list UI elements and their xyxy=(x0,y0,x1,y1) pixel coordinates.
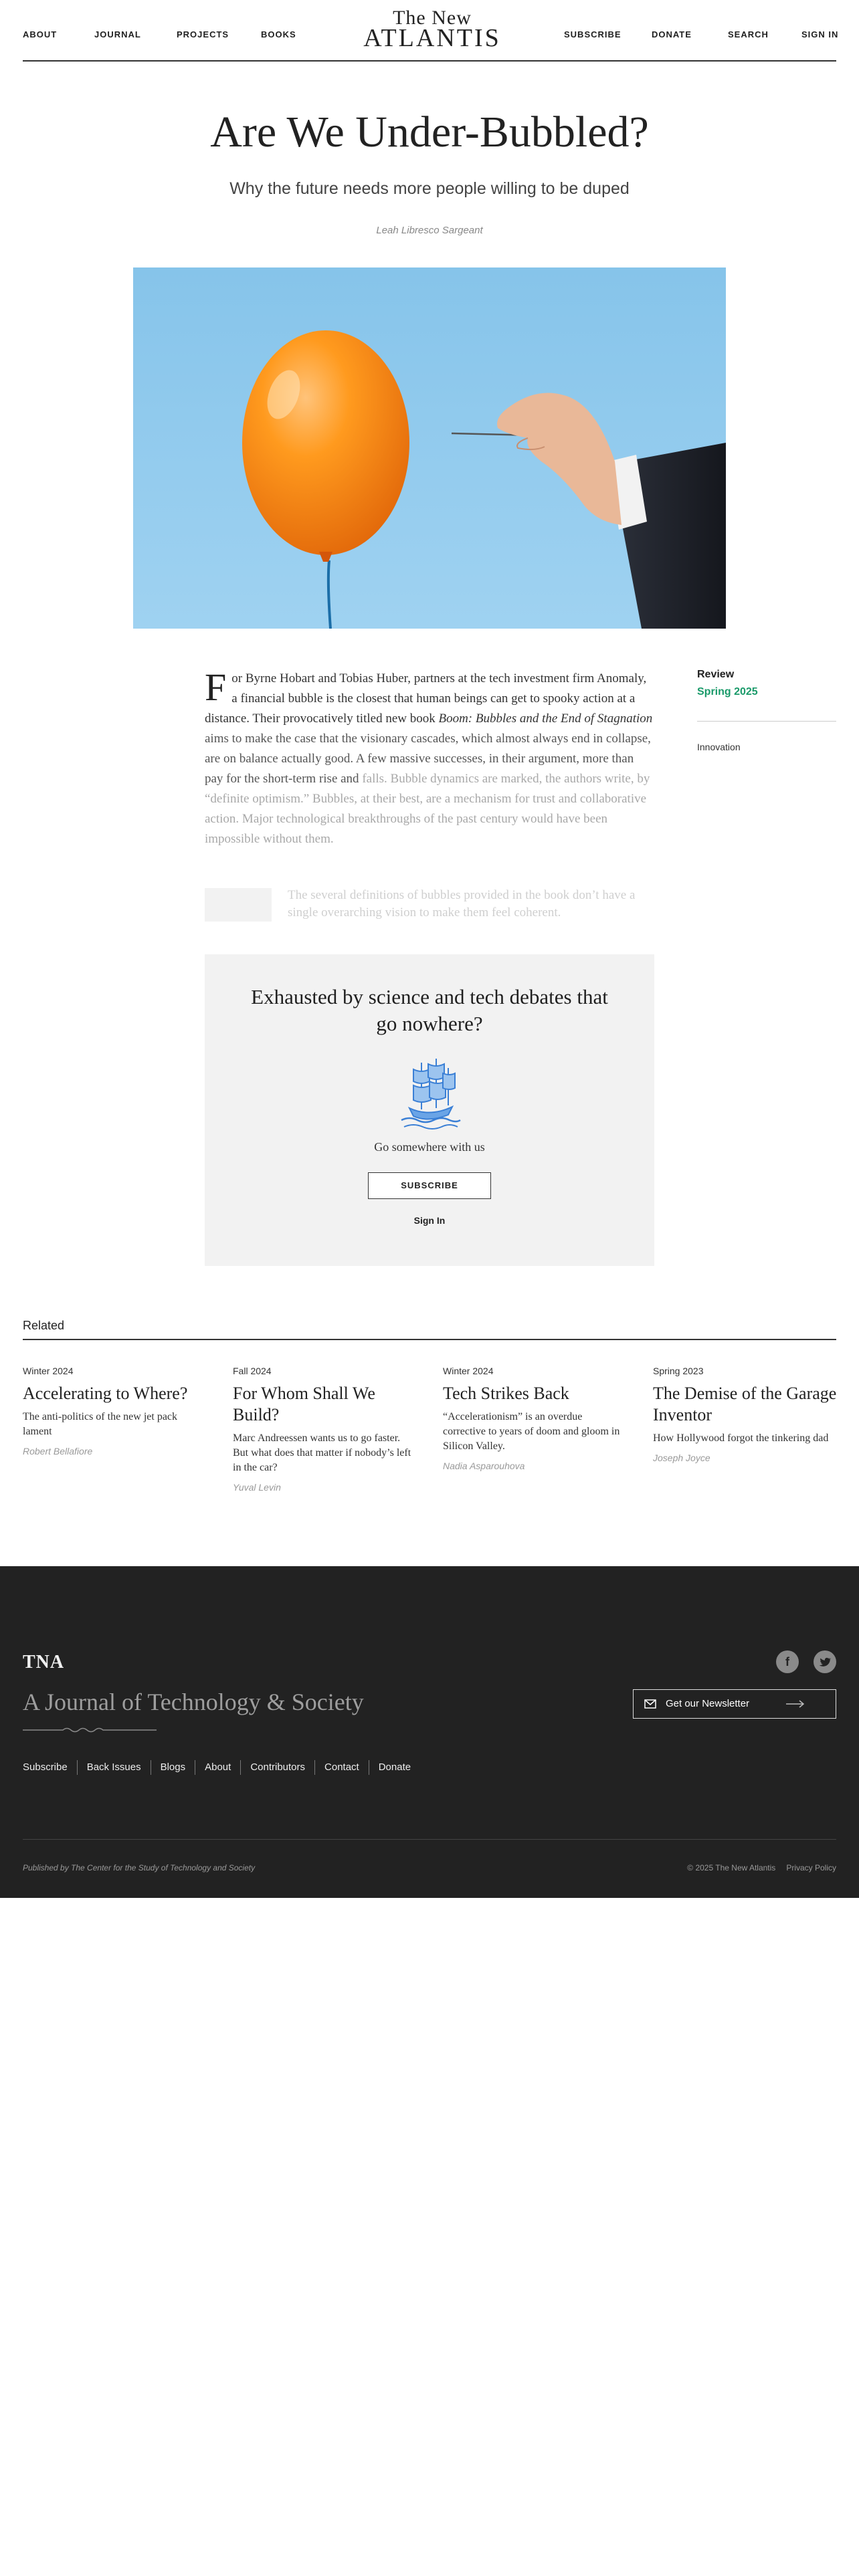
card-title[interactable]: The Demise of the Garage Inventor xyxy=(653,1384,837,1424)
paragraph-2-text: The several definitions of bubbles provided in the book don’t have a single overarching vision to make them feel coherent. xyxy=(288,888,636,920)
article-type-label: Review xyxy=(697,669,735,680)
nav-donate[interactable]: DONATE xyxy=(652,29,692,39)
card-date: Spring 2023 xyxy=(653,1366,704,1376)
inline-thumbnail xyxy=(205,888,272,922)
nav-search[interactable]: SEARCH xyxy=(728,29,769,39)
nav-sign-in[interactable]: SIGN IN xyxy=(801,29,839,39)
article-subtitle: Why the future needs more people willing to be duped xyxy=(229,179,630,198)
card-title[interactable]: For Whom Shall We Build? xyxy=(233,1384,375,1424)
nav-subscribe[interactable]: SUBSCRIBE xyxy=(564,29,622,39)
newsletter-button[interactable] xyxy=(633,1689,836,1719)
publisher-credit: Published by The Center for the Study of Technology and Society xyxy=(23,1863,256,1872)
footer-link-contributors[interactable]: Contributors xyxy=(240,1760,314,1775)
facebook-icon[interactable]: f xyxy=(776,1650,799,1673)
card-date: Winter 2024 xyxy=(23,1366,74,1376)
decorative-squiggle xyxy=(23,1725,157,1735)
related-card[interactable] xyxy=(653,1366,837,1463)
footer-logo[interactable]: TNA xyxy=(23,1652,65,1673)
card-date: Fall 2024 xyxy=(233,1366,272,1376)
logo-bottom: ATLANTIS xyxy=(363,24,501,52)
paywall-subheading: Go somewhere with us xyxy=(374,1140,485,1154)
footer-link-contact[interactable]: Contact xyxy=(314,1760,369,1775)
nav-books[interactable]: BOOKS xyxy=(261,29,296,39)
card-author[interactable]: Yuval Levin xyxy=(233,1482,281,1493)
twitter-bird-glyph xyxy=(819,1656,831,1668)
card-author[interactable]: Robert Bellafiore xyxy=(23,1446,93,1457)
paragraph-text-continued xyxy=(205,732,651,846)
nav-journal[interactable]: JOURNAL xyxy=(94,29,141,39)
paragraph-text-faded: falls. Bubble dynamics are marked, the authors write, by “definite optimism.” Bubbles, at their best, are a mechanism for trust and collaborative action. Major technological breakthroughs of the past century would have been impossible without them. xyxy=(205,772,650,846)
article-body xyxy=(205,665,654,849)
related-card[interactable] xyxy=(443,1366,627,1471)
privacy-policy-link[interactable]: Privacy Policy xyxy=(786,1863,836,1872)
article-paragraph-2-faded xyxy=(205,887,654,927)
newsletter-label: Get our Newsletter xyxy=(666,1698,750,1709)
book-title: Boom: Bubbles and the End of Stagnation xyxy=(438,712,653,726)
subscribe-button[interactable]: SUBSCRIBE xyxy=(368,1172,491,1199)
site-footer xyxy=(0,1566,859,1898)
nav-projects[interactable]: PROJECTS xyxy=(177,29,229,39)
footer-links xyxy=(23,1760,420,1775)
article-author[interactable]: Leah Libresco Sargeant xyxy=(376,225,483,236)
footer-link-about[interactable]: About xyxy=(195,1760,240,1775)
drop-cap: F xyxy=(205,665,227,709)
footer-link-subscribe[interactable]: Subscribe xyxy=(23,1761,68,1773)
balloon-pin-illustration xyxy=(133,267,726,629)
copyright: © 2025 The New Atlantis xyxy=(687,1863,776,1872)
related-heading: Related xyxy=(23,1319,65,1332)
card-author[interactable]: Nadia Asparouhova xyxy=(443,1461,525,1471)
paragraph-text: or Byrne Hobart and Tobias Huber, partners at the tech investment firm Anomaly, a financial bubble is the closest that human beings can get to spooky action at a distance. Their provocatively titled new book xyxy=(205,671,647,726)
footer-legal xyxy=(687,1863,836,1872)
card-author[interactable]: Joseph Joyce xyxy=(653,1453,710,1463)
footer-link-donate[interactable]: Donate xyxy=(369,1760,420,1775)
card-title[interactable]: Accelerating to Where? xyxy=(23,1384,188,1403)
paywall-heading: Exhausted by science and tech debates that go nowhere? xyxy=(251,985,608,1035)
sign-in-link[interactable]: Sign In xyxy=(413,1215,446,1226)
sidebar-divider xyxy=(697,721,836,722)
topic-tag[interactable]: Innovation xyxy=(697,742,741,752)
card-title[interactable]: Tech Strikes Back xyxy=(443,1384,569,1403)
subscribe-prompt xyxy=(205,954,654,1266)
related-card[interactable] xyxy=(23,1366,207,1457)
footer-link-blogs[interactable]: Blogs xyxy=(151,1760,195,1775)
card-date: Winter 2024 xyxy=(443,1366,494,1376)
issue-link[interactable]: Spring 2025 xyxy=(697,686,758,697)
article-paragraph-1 xyxy=(205,665,654,849)
related-divider xyxy=(23,1339,836,1340)
arrow-right-icon xyxy=(786,1700,805,1708)
site-header xyxy=(23,0,839,62)
mail-icon xyxy=(644,1699,656,1709)
footer-tagline: A Journal of Technology & Society xyxy=(23,1689,364,1715)
hero-image xyxy=(133,267,726,629)
footer-link-back-issues[interactable]: Back Issues xyxy=(77,1760,151,1775)
article-title: Are We Under-Bubbled? xyxy=(210,108,649,156)
card-dek: Marc Andreessen wants us to go faster. But what does that matter if nobody’s left in the car? xyxy=(233,1432,411,1473)
footer-divider xyxy=(23,1839,836,1840)
card-dek: “Accelerationism” is an overdue corrective to years of doom and gloom in Silicon Valley. xyxy=(443,1411,620,1452)
related-card[interactable] xyxy=(233,1366,417,1493)
paragraph-text-fading: aims to make the case that the visionary cascades, which almost always end in collapse, are on balance actually good. A few massive successes, in their argument, more than pay for the short-term rise and xyxy=(205,732,651,786)
logo-top: The New xyxy=(393,7,472,29)
card-dek: How Hollywood forgot the tinkering dad xyxy=(653,1432,829,1444)
card-dek: The anti-politics of the new jet pack lament xyxy=(23,1411,178,1437)
nav-about[interactable]: ABOUT xyxy=(23,29,58,39)
twitter-icon[interactable] xyxy=(814,1650,836,1673)
ship-icon xyxy=(396,1053,463,1132)
article-sidebar xyxy=(697,669,836,752)
site-logo[interactable] xyxy=(362,7,502,52)
